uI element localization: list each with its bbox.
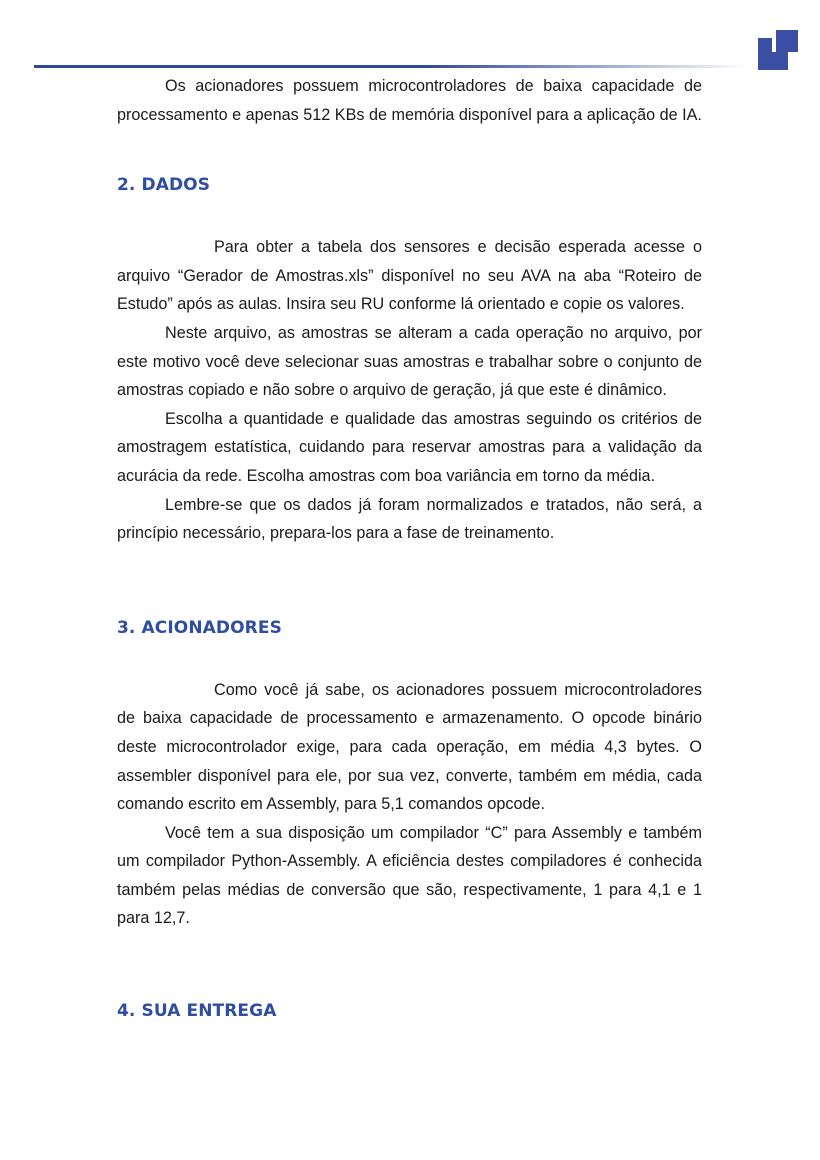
intro-paragraph: Os acionadores possuem microcontroladores de baixa capacidade de processamento e apenas 512 KBs de memória disponível para a aplicação de IA.	[117, 77, 702, 124]
heading-acionadores: 3. ACIONADORES	[117, 617, 282, 638]
document-body	[117, 72, 702, 1021]
acionadores-paragraph-1: Como você já sabe, os acionadores possuem microcontroladores de baixa capacidade de processamento e armazenamento. O opcode binário deste microcontrolador exige, para cada operação, em média 4,3 bytes. O assembler disponível para ele, por sua vez, converte, também em média, cada comando escrito em Assembly, para 5,1 comandos opcode.	[117, 680, 702, 814]
dados-paragraph-1: Para obter a tabela dos sensores e decisão esperada acesse o arquivo “Gerador de Amostras.xls” disponível no seu AVA na aba “Roteiro de Estudo” após as aulas. Insira seu RU conforme lá orientado e copie os valores.	[117, 238, 702, 314]
header-rule	[34, 65, 749, 68]
dados-paragraph-3: Escolha a quantidade e qualidade das amostras seguindo os critérios de amostragem estatística, cuidando para reservar amostras para a validação da acurácia da rede. Escolha amostras com boa variância em torno da média.	[117, 409, 702, 485]
dados-paragraph-4: Lembre-se que os dados já foram normalizados e tratados, não será, a princípio necessário, prepara-los para a fase de treinamento.	[117, 495, 702, 543]
dados-paragraph-2: Neste arquivo, as amostras se alteram a cada operação no arquivo, por este motivo você deve selecionar suas amostras e trabalhar sobre o conjunto de amostras copiado e não sobre o arquivo de geração, já que este é dinâmico.	[117, 323, 702, 400]
logo-square-small	[776, 30, 798, 52]
heading-sua-entrega: 4. SUA ENTREGA	[117, 1001, 277, 1022]
acionadores-paragraph-2: Você tem a sua disposição um compilador “C” para Assembly e também um compilador Python-Assembly. A eficiência destes compiladores é conhecida também pelas médias de conversão que são, respectivamente, 1 para 4,1 e 1 para 12,7.	[117, 823, 702, 928]
heading-dados: 2. DADOS	[117, 175, 211, 196]
logo-icon	[758, 30, 798, 70]
logo-gap	[772, 34, 776, 52]
